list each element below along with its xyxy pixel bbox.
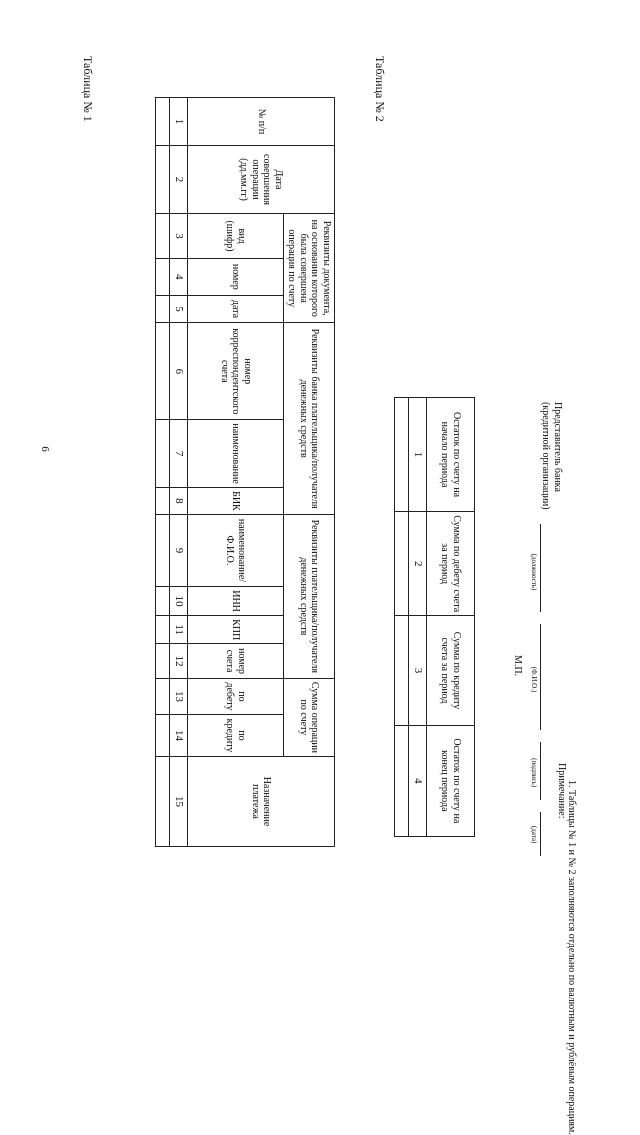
header-doc-date: дата <box>188 295 284 323</box>
col-number: 13 <box>170 678 188 714</box>
col-number: 12 <box>170 644 188 679</box>
col-number: 15 <box>170 757 188 847</box>
header-purpose: Назначение платежа <box>188 757 335 847</box>
t2-header-debit-sum: Сумма по дебету счета за период <box>427 512 475 616</box>
header-bank-corr: номер корреспондентского счета <box>188 323 284 420</box>
header-payer-group: Реквизиты плательщика/получателя денежных средств <box>284 514 335 678</box>
t2-header-credit-sum: Сумма по кредиту счета за период <box>427 616 475 725</box>
position-line <box>540 524 552 611</box>
col-number: 2 <box>170 146 188 214</box>
empty-cell <box>156 295 170 323</box>
fio-caption: (Ф.И.О.) <box>530 666 538 693</box>
header-payer-inn: ИНН <box>188 587 284 616</box>
col-number: 10 <box>170 587 188 616</box>
col-number: 8 <box>170 488 188 515</box>
table1-empty-row <box>156 98 170 847</box>
header-sum-credit: по кредиту <box>188 715 284 757</box>
empty-cell <box>156 420 170 488</box>
table1 <box>155 97 335 847</box>
col-number: 7 <box>170 420 188 488</box>
header-doc-number: номер <box>188 259 284 295</box>
note-text: 1. Таблицы № 1 и № 2 заполняются отдельно по валютным и рублёвым операциям. <box>566 780 577 1135</box>
stamp-placeholder: М.П. <box>512 655 523 677</box>
header-payer-kpp: КПП <box>188 616 284 644</box>
signature-label-line2: (кредитной организации) <box>540 402 552 510</box>
table2-caption: Таблица № 2 <box>373 56 387 122</box>
empty-cell <box>156 98 170 146</box>
empty-cell <box>156 757 170 847</box>
table2-empty-row <box>395 398 409 837</box>
table2 <box>394 397 475 837</box>
col-number: 4 <box>170 259 188 295</box>
header-doc-group: Реквизиты документа, на основании которого была совершена операция по счету <box>284 214 335 323</box>
signature-label-line1: Представитель банка <box>552 402 563 492</box>
page-number: 6 <box>38 446 51 452</box>
empty-cell <box>395 725 409 836</box>
header-bank-group: Реквизиты банка плательщика/получателя денежных средств <box>284 323 335 514</box>
col-number: 3 <box>170 214 188 259</box>
t2-col-number: 4 <box>409 725 427 836</box>
note-title: Примечание: <box>556 763 567 819</box>
empty-cell <box>156 587 170 616</box>
position-caption: (должность) <box>530 553 538 591</box>
header-payer-account: номер счета <box>188 644 284 679</box>
fio-line <box>540 624 552 731</box>
sign-line <box>540 742 552 800</box>
header-date: Дата совершения операции (дд.мм.гг) <box>188 146 335 214</box>
empty-cell <box>156 514 170 586</box>
table1-caption: Таблица № 1 <box>81 56 95 122</box>
empty-cell <box>395 616 409 725</box>
empty-cell <box>156 259 170 295</box>
header-bank-name: наименование <box>188 420 284 488</box>
date-caption: (дата) <box>530 825 538 844</box>
t2-header-end-balance: Остаток по счету на конец периода <box>427 725 475 836</box>
col-number: 11 <box>170 616 188 644</box>
empty-cell <box>156 616 170 644</box>
col-number: 6 <box>170 323 188 420</box>
empty-cell <box>156 715 170 757</box>
empty-cell <box>156 214 170 259</box>
date-line <box>540 812 552 856</box>
header-doc-type: вид (шифр) <box>188 214 284 259</box>
header-sum-group: Сумма операции по счету <box>284 678 335 756</box>
t2-col-number: 1 <box>409 398 427 512</box>
empty-cell <box>156 323 170 420</box>
signature-label <box>540 402 563 518</box>
t2-header-start-balance: Остаток по счету на начало периода <box>427 398 475 512</box>
header-bank-bik: БИК <box>188 488 284 515</box>
header-payer-name: наименование/Ф.И.О. <box>188 514 284 586</box>
header-num: № п/п <box>188 98 335 146</box>
col-number: 9 <box>170 514 188 586</box>
header-sum-debit: по дебету <box>188 678 284 714</box>
empty-cell <box>156 678 170 714</box>
empty-cell <box>156 146 170 214</box>
empty-cell <box>395 398 409 512</box>
col-number: 1 <box>170 98 188 146</box>
sign-caption: (подпись) <box>530 758 538 788</box>
empty-cell <box>156 488 170 515</box>
empty-cell <box>156 644 170 679</box>
t2-col-number: 3 <box>409 616 427 725</box>
empty-cell <box>395 512 409 616</box>
col-number: 5 <box>170 295 188 323</box>
col-number: 14 <box>170 715 188 757</box>
t2-col-number: 2 <box>409 512 427 616</box>
